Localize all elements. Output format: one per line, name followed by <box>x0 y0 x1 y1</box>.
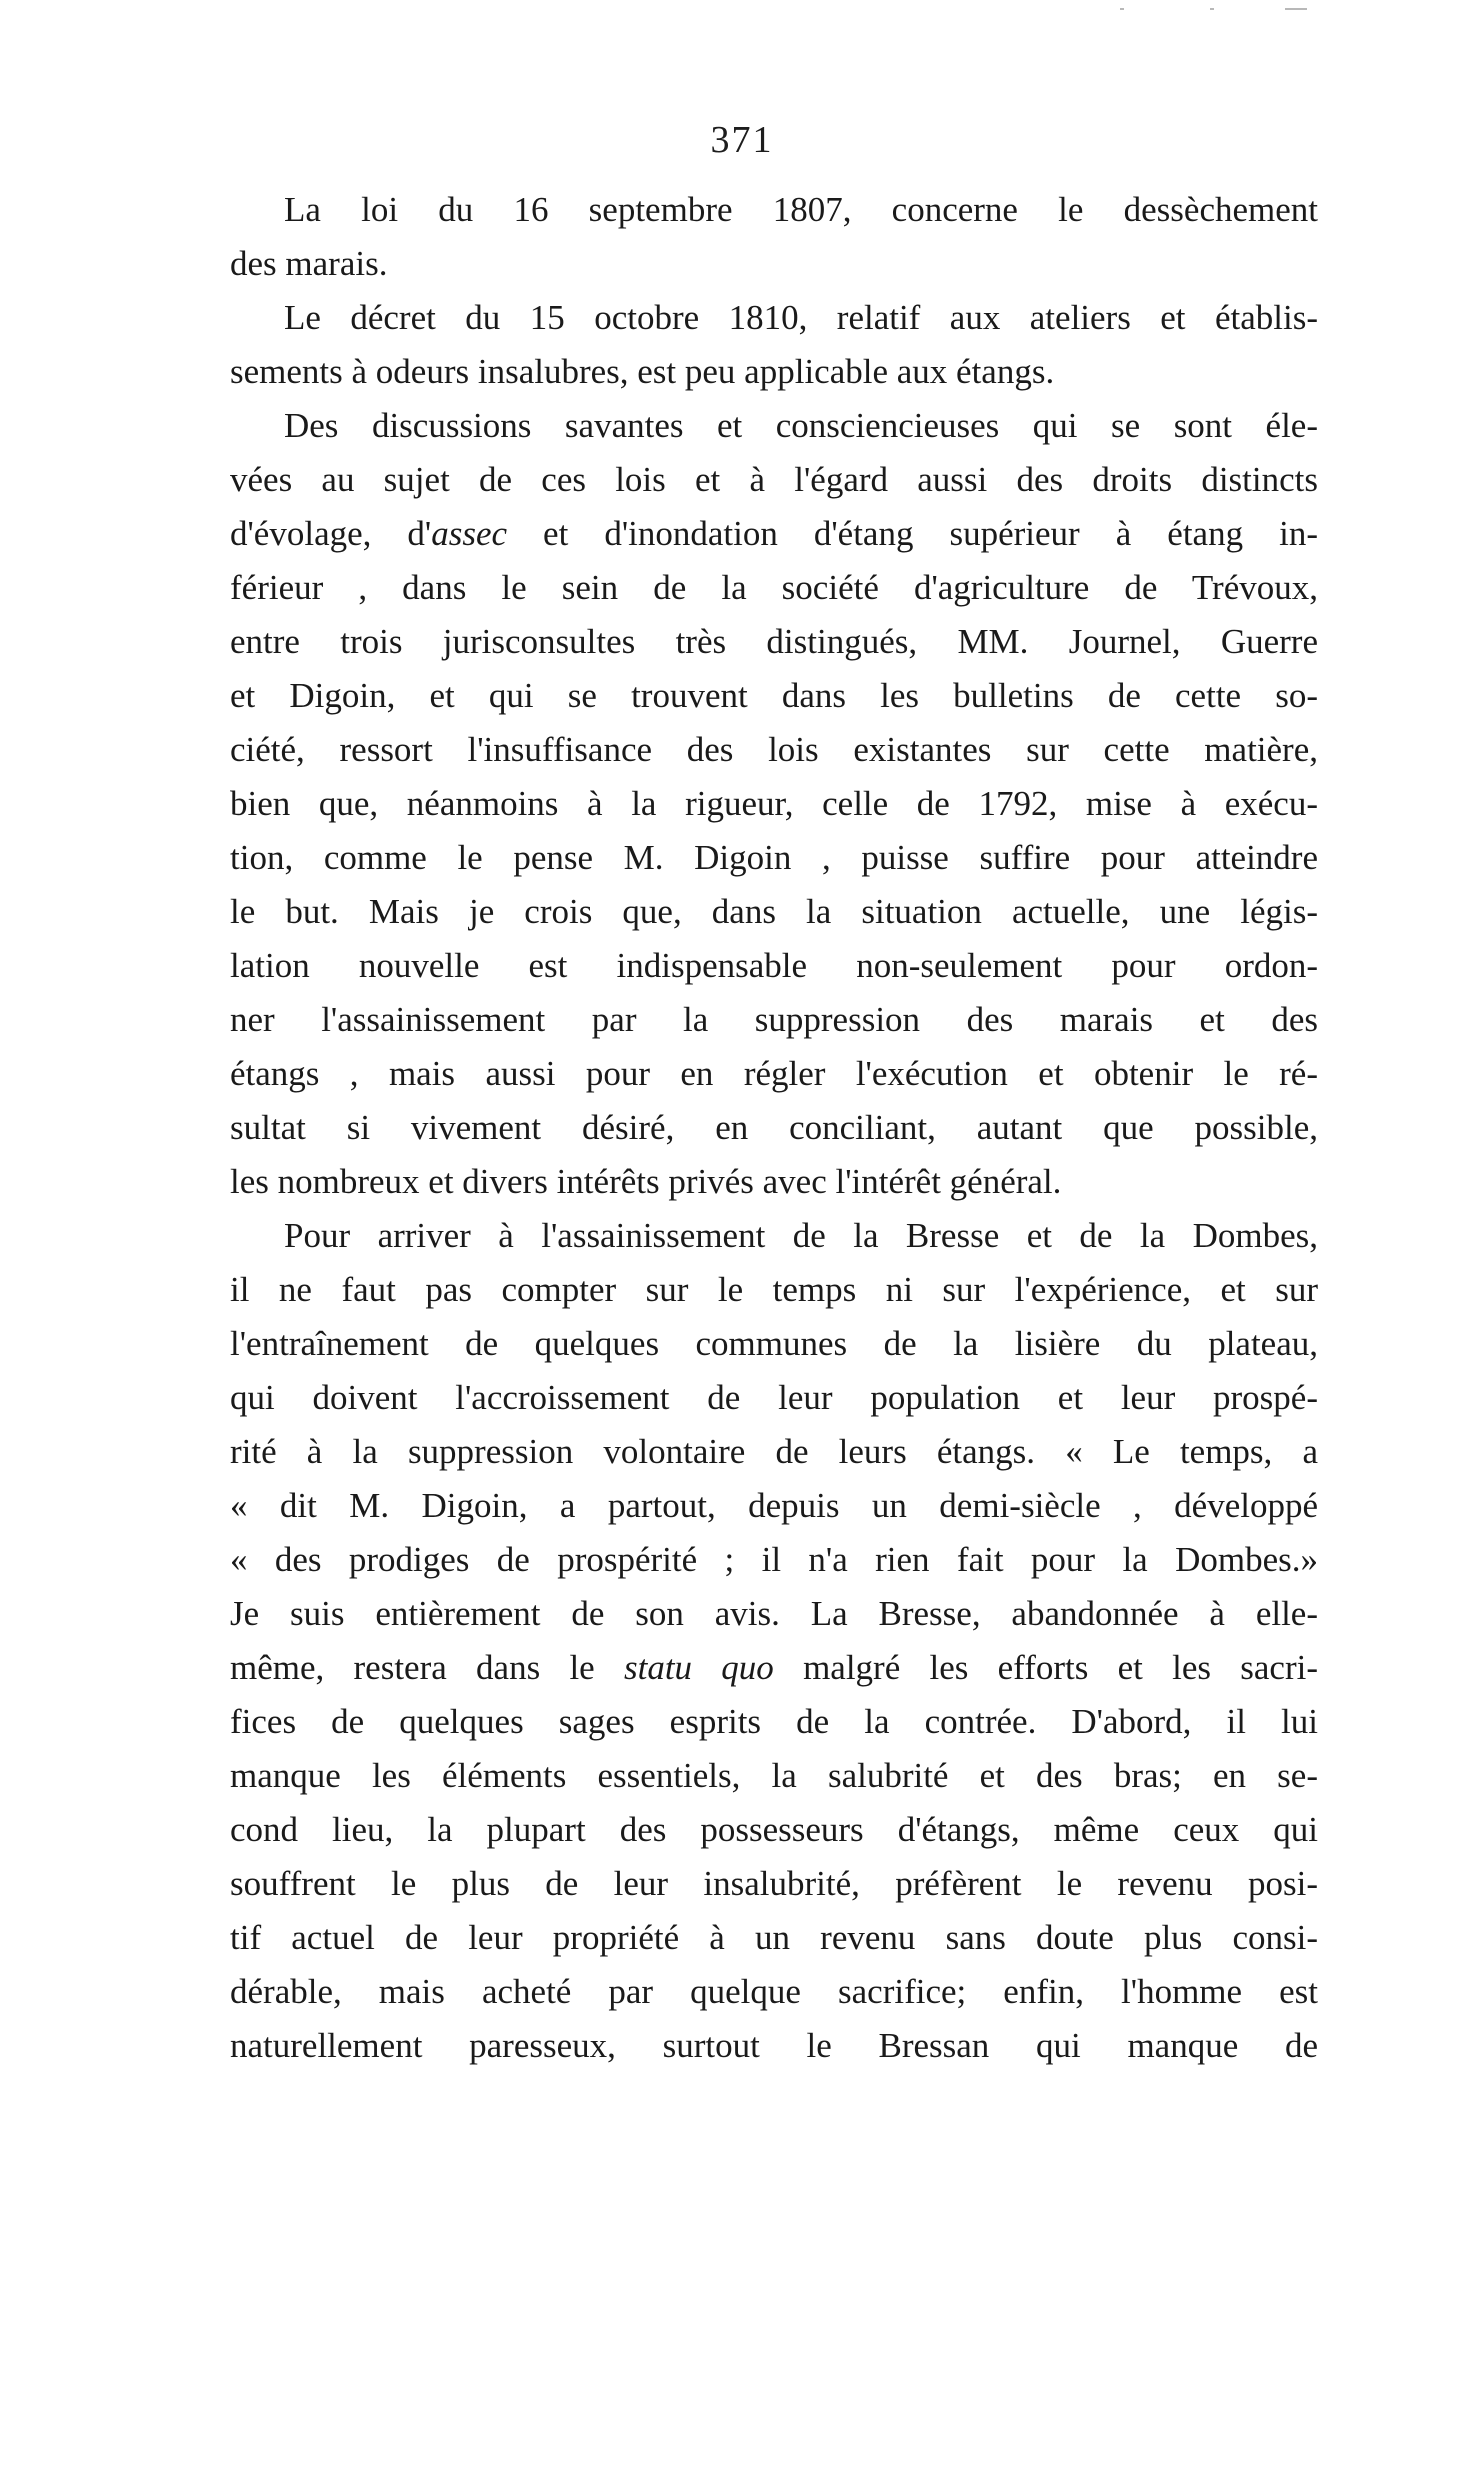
text-line: bien que, néanmoins à la rigueur, celle de 1792, mise à exécu- <box>230 784 1318 823</box>
body-text <box>230 183 1318 2073</box>
text-line: Pour arriver à l'assainissement de la Bresse et de la Dombes, <box>284 1216 1318 1255</box>
text-line: le but. Mais je crois que, dans la situation actuelle, une légis- <box>230 892 1318 931</box>
text-line: qui doivent l'accroissement de leur population et leur prospé- <box>230 1378 1318 1417</box>
text-line: Le décret du 15 octobre 1810, relatif aux ateliers et établis- <box>284 298 1318 337</box>
text-line: et Digoin, et qui se trouvent dans les bulletins de cette so- <box>230 676 1318 715</box>
text-line: lation nouvelle est indispensable non-seulement pour ordon- <box>230 946 1318 985</box>
text-line: étangs , mais aussi pour en régler l'exécution et obtenir le ré- <box>230 1054 1318 1093</box>
text-line: il ne faut pas compter sur le temps ni sur l'expérience, et sur <box>230 1270 1318 1309</box>
text-line: ner l'assainissement par la suppression des marais et des <box>230 1000 1318 1039</box>
text-line: des marais. <box>230 244 388 283</box>
scan-edge-marks <box>1120 0 1310 14</box>
text-line: tif actuel de leur propriété à un revenu sans doute plus consi- <box>230 1918 1318 1957</box>
text-line: d'évolage, d'assec et d'inondation d'étang supérieur à étang in- <box>230 514 1318 553</box>
text-line: ciété, ressort l'insuffisance des lois existantes sur cette matière, <box>230 730 1318 769</box>
text-line: sements à odeurs insalubres, est peu applicable aux étangs. <box>230 352 1055 391</box>
text-line: La loi du 16 septembre 1807, concerne le dessèchement <box>284 190 1318 229</box>
text-line: « des prodiges de prospérité ; il n'a rien fait pour la Dombes.» <box>230 1540 1318 1579</box>
text-line: cond lieu, la plupart des possesseurs d'étangs, même ceux qui <box>230 1810 1318 1849</box>
text-line: « dit M. Digoin, a partout, depuis un demi-siècle , développé <box>230 1486 1318 1525</box>
text-line: dérable, mais acheté par quelque sacrifice; enfin, l'homme est <box>230 1972 1318 2011</box>
text-line: les nombreux et divers intérêts privés avec l'intérêt général. <box>230 1162 1062 1201</box>
page-number: 371 <box>710 119 774 161</box>
text-line: même, restera dans le statu quo malgré les efforts et les sacri- <box>230 1648 1318 1687</box>
text-line: férieur , dans le sein de la société d'agriculture de Trévoux, <box>230 568 1318 607</box>
text-line: vées au sujet de ces lois et à l'égard aussi des droits distincts <box>230 460 1318 499</box>
text-line: souffrent le plus de leur insalubrité, préfèrent le revenu posi- <box>230 1864 1318 1903</box>
text-line: Des discussions savantes et consciencieuses qui se sont éle- <box>284 406 1318 445</box>
text-line: manque les éléments essentiels, la salubrité et des bras; en se- <box>230 1756 1318 1795</box>
text-line: Je suis entièrement de son avis. La Bresse, abandonnée à elle- <box>230 1594 1318 1633</box>
text-line: tion, comme le pense M. Digoin , puisse suffire pour atteindre <box>230 838 1318 877</box>
text-line: l'entraînement de quelques communes de la lisière du plateau, <box>230 1324 1318 1363</box>
text-line: sultat si vivement désiré, en conciliant, autant que possible, <box>230 1108 1318 1147</box>
text-line: entre trois jurisconsultes très distingués, MM. Journel, Guerre <box>230 622 1318 661</box>
text-line: rité à la suppression volontaire de leurs étangs. « Le temps, a <box>230 1432 1318 1471</box>
text-line: naturellement paresseux, surtout le Bressan qui manque de <box>230 2026 1318 2065</box>
text-line: fices de quelques sages esprits de la contrée. D'abord, il lui <box>230 1702 1318 1741</box>
